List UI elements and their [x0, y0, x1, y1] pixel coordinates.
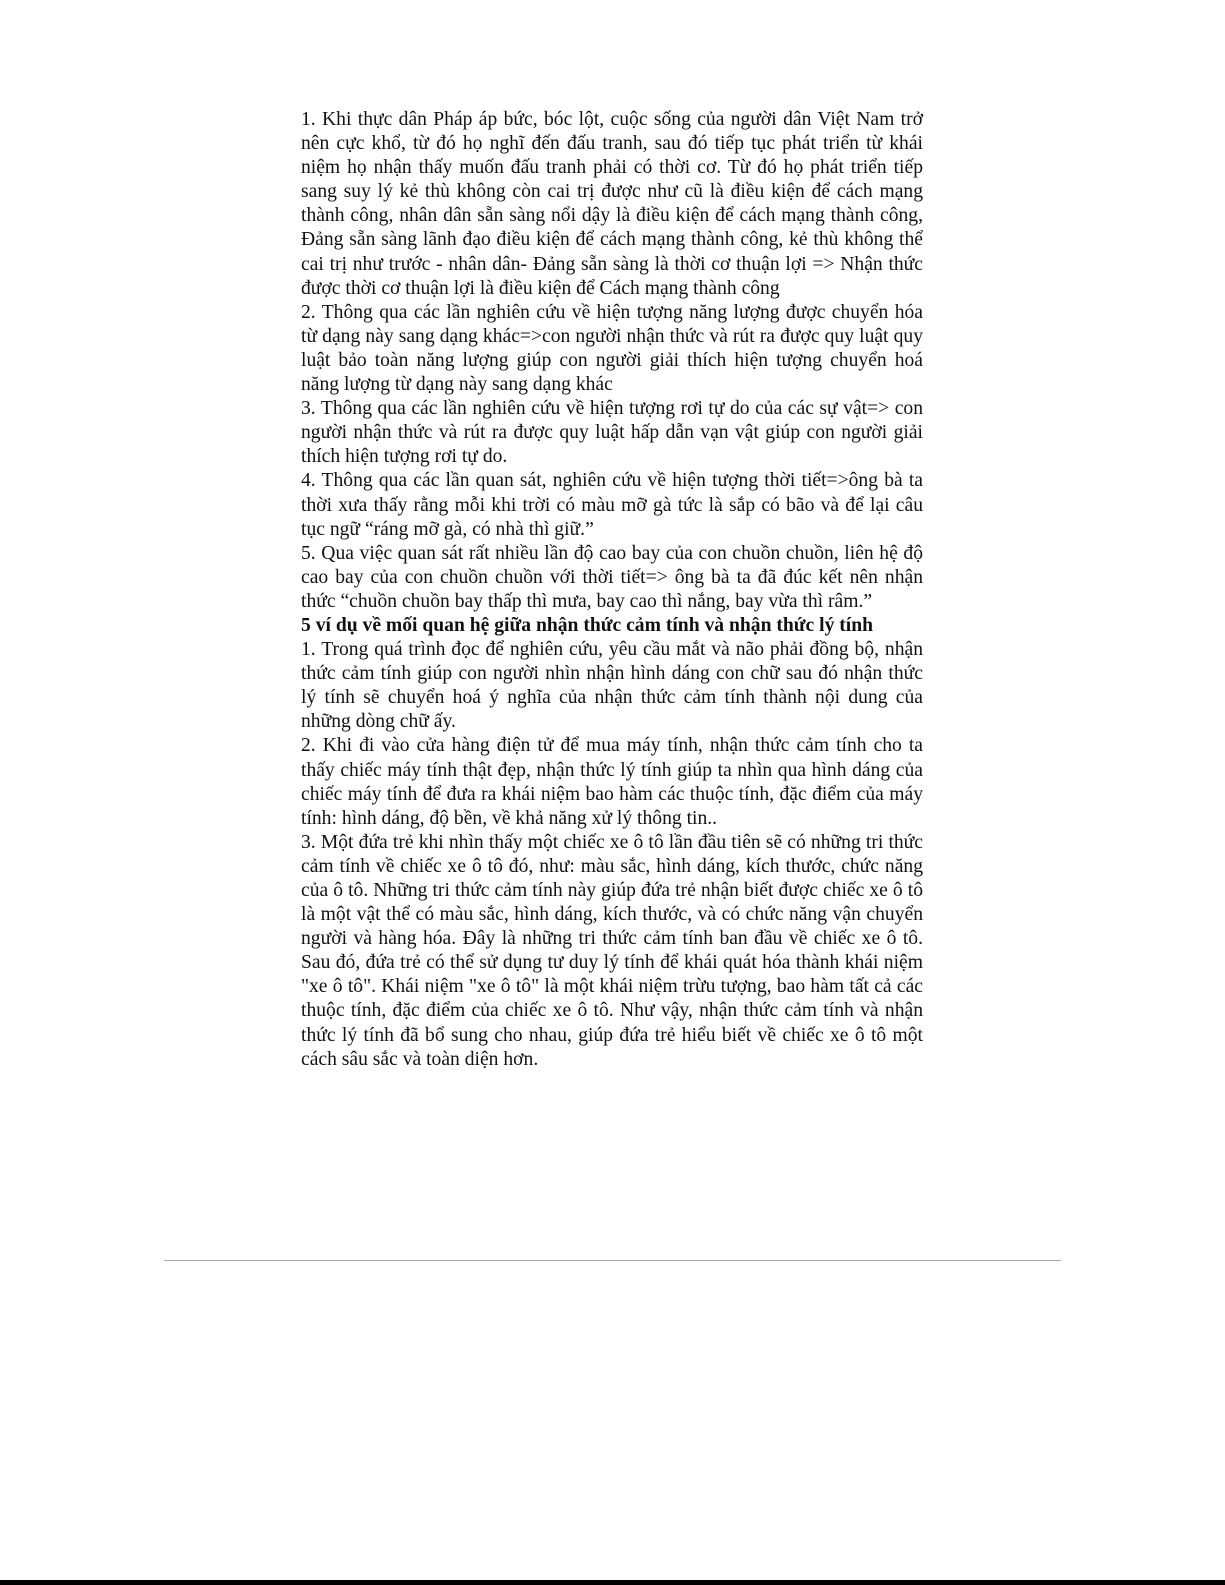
- page-bottom-edge: [0, 1580, 1225, 1585]
- paragraph-example-1: 1. Khi thực dân Pháp áp bức, bóc lột, cuộc sống của người dân Việt Nam trở nên cực khổ, từ đó họ nghĩ đến đấu tranh, sau đó tiếp tục phát triển từ khái niệm họ nhận thấy muốn đấu tranh phải có thời cơ. Từ đó họ phát triển tiếp sang suy lý kẻ thù không còn cai trị được như cũ là điều kiện để cách mạng thành công, nhân dân sẵn sàng nổi dậy là điều kiện để cách mạng thành công, Đảng sẵn sàng lãnh đạo điều kiện để cách mạng thành công, kẻ thù không thể cai trị như trước - nhân dân- Đảng sẵn sàng là thời cơ thuận lợi => Nhận thức được thời cơ thuận lợi là điều kiện để Cách mạng thành công: [301, 109, 923, 299]
- paragraph-relation-2: 2. Khi đi vào cửa hàng điện tử để mua máy tính, nhận thức cảm tính cho ta thấy chiếc máy tính thật đẹp, nhận thức lý tính giúp ta nhìn qua hình dáng của chiếc máy tính để đưa ra khái niệm bao hàm các thuộc tính, đặc điểm của máy tính: hình dáng, độ bền, về khả năng xử lý thông tin..: [301, 735, 923, 829]
- paragraph-example-2: 2. Thông qua các lần nghiên cứu về hiện tượng năng lượng được chuyển hóa từ dạng này sang dạng khác=>con người nhận thức và rút ra được quy luật quy luật bảo toàn năng lượng giúp con người giải thích hiện tượng chuyển hoá năng lượng từ dạng này sang dạng khác: [301, 301, 923, 396]
- page-divider: [164, 1260, 1061, 1261]
- paragraph-relation-1: 1. Trong quá trình đọc để nghiên cứu, yêu cầu mắt và não phải đồng bộ, nhận thức cảm tính giúp con người nhìn nhận hình dáng con chữ sau đó nhận thức lý tính sẽ chuyển hoá ý nghĩa của nhận thức cảm tính thành nội dung của những dòng chữ ấy.: [301, 639, 923, 733]
- document-body: [301, 108, 923, 1072]
- paragraph-example-3: 3. Thông qua các lần nghiên cứu về hiện tượng rơi tự do của các sự vật=> con người nhận thức và rút ra được quy luật hấp dẫn vạn vật giúp con người giải thích hiện tượng rơi tự do.: [301, 398, 923, 468]
- paragraph-example-4: 4. Thông qua các lần quan sát, nghiên cứu về hiện tượng thời tiết=>ông bà ta thời xưa thấy rằng mỗi khi trời có màu mỡ gà tức là sắp có bão và để lại câu tục ngữ “ráng mỡ gà, có nhà thì giữ.”: [301, 470, 923, 540]
- paragraph-example-5: 5. Qua việc quan sát rất nhiều lần độ cao bay của con chuồn chuồn, liên hệ độ cao bay của con chuồn chuồn với thời tiết=> ông bà ta đã đúc kết nên nhận thức “chuồn chuồn bay thấp thì mưa, bay cao thì nắng, bay vừa thì râm.”: [301, 542, 923, 612]
- paragraph-relation-3: 3. Một đứa trẻ khi nhìn thấy một chiếc xe ô tô lần đầu tiên sẽ có những tri thức cảm tính về chiếc xe ô tô đó, như: màu sắc, hình dáng, kích thước, chức năng của ô tô. Những tri thức cảm tính này giúp đứa trẻ nhận biết được chiếc xe ô tô là một vật thể có màu sắc, hình dáng, kích thước, và có chức năng vận chuyển người và hàng hóa. Đây là những tri thức cảm tính ban đầu về chiếc xe ô tô. Sau đó, đứa trẻ có thể sử dụng tư duy lý tính để khái quát hóa thành khái niệm "xe ô tô". Khái niệm "xe ô tô" là một khái niệm trừu tượng, bao hàm tất cả các thuộc tính, đặc điểm của chiếc xe ô tô. Như vậy, nhận thức cảm tính và nhận thức lý tính đã bổ sung cho nhau, giúp đứa trẻ hiểu biết về chiếc xe ô tô một cách sâu sắc và toàn diện hơn.: [301, 831, 923, 1070]
- section-heading: 5 ví dụ về mối quan hệ giữa nhận thức cảm tính và nhận thức lý tính: [301, 614, 874, 636]
